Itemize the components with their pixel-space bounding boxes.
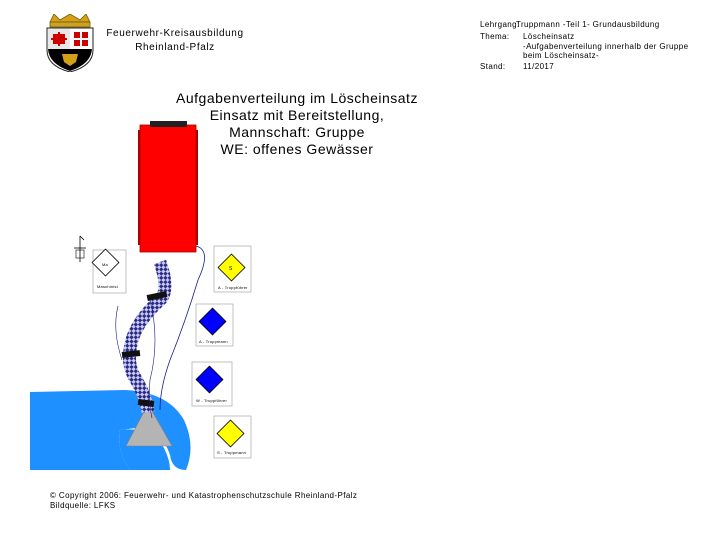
course-label: Lehrgang: bbox=[480, 20, 520, 29]
fire-engine bbox=[140, 125, 196, 252]
status-value: 11/2017 bbox=[523, 62, 555, 71]
course-value: Truppmann -Teil 1- Grundausbildung bbox=[516, 20, 660, 29]
blue-2-caption: W - Truppführer bbox=[196, 398, 228, 403]
diagram-title-line4: WE: offenes Gewässer bbox=[220, 141, 374, 157]
topic-value-line2: -Aufgabenverteilung innerhalb der Gruppe bbox=[523, 42, 689, 51]
org-name-line1: Feuerwehr-Kreisausbildung bbox=[106, 28, 244, 39]
image-source-text: Bildquelle: LFKS bbox=[50, 501, 116, 510]
machinist-sign-text: Ma bbox=[102, 262, 108, 267]
topic-label: Thema: bbox=[480, 32, 510, 41]
yellow-bottom-caption: S - Truppmann bbox=[217, 450, 247, 455]
diagram-title-line3: Mannschaft: Gruppe bbox=[229, 124, 365, 140]
topic-value-line3: beim Löscheinsatz- bbox=[523, 51, 600, 60]
status-label: Stand: bbox=[480, 62, 506, 71]
unit-leader-flag-icon bbox=[74, 236, 86, 262]
yellow-top-caption: A - Truppführer bbox=[218, 285, 248, 290]
blue-1-caption: A - Truppmann bbox=[199, 339, 228, 344]
suction-hose bbox=[129, 262, 165, 412]
diagram-title-line1: Aufgabenverteilung im Löscheinsatz bbox=[176, 90, 418, 106]
org-name-line2: Rheinland-Pfalz bbox=[135, 42, 215, 53]
diagram-title-line2: Einsatz mit Bereitstellung, bbox=[209, 107, 385, 123]
topic-value-line1: Löscheinsatz bbox=[523, 32, 575, 41]
copyright-text: © Copyright 2006: Feuerwehr- und Katastrophenschutzschule Rheinland-Pfalz bbox=[50, 491, 358, 500]
guide-rope bbox=[116, 306, 122, 360]
fire-engine-cab-roof bbox=[150, 121, 187, 127]
yellow-top-sign-text: S bbox=[229, 266, 233, 272]
machinist-caption: Maschinist bbox=[97, 284, 118, 289]
